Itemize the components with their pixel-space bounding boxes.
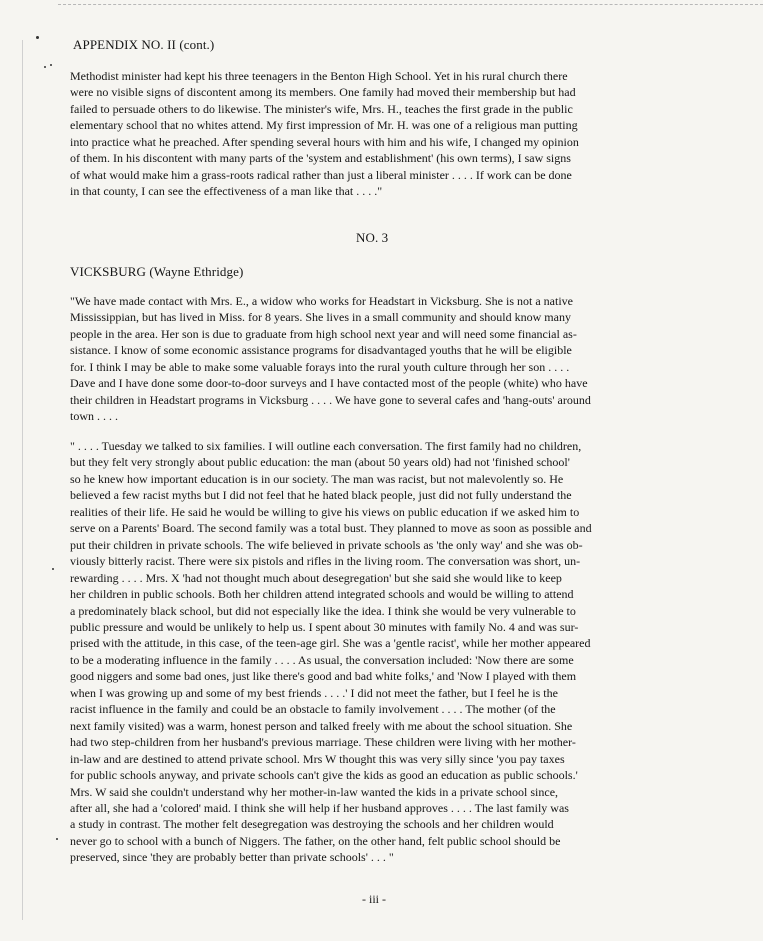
text-line: Methodist minister had kept his three teenagers in the Benton High School. Yet in his rural church there [70, 69, 568, 83]
text-line: preserved, since 'they are probably better than private schools' . . . " [70, 850, 394, 865]
scan-speck [56, 838, 58, 840]
scan-speck [44, 66, 46, 68]
text-line: town . . . . [70, 409, 118, 424]
text-line: in that county, I can see the effectiveness of a man like that . . . ." [70, 184, 383, 199]
text-line: after all, she had a 'colored' maid. I think she will help if her husband approves . . . . The last family was [70, 800, 569, 815]
scan-speck [36, 36, 39, 39]
scan-speck [52, 568, 54, 570]
text-line: sistance. I know of some economic assistance programs for disadvantaged youths that he will be eligible [70, 343, 572, 358]
text-line: when I was growing up and some of my best friends . . . .' I did not meet the father, but I feel he is the [70, 685, 558, 700]
text-line: a study in contrast. The mother felt desegregation was destroying the schools and her children would [70, 817, 554, 832]
left-edge-rule [22, 40, 23, 920]
text-line: for public schools anyway, and private schools can't give the kids as good an education as public schools.' [70, 768, 578, 783]
text-line: so he knew how important education is in our society. The man was racist, but not malevolently so. He [70, 471, 564, 486]
text-line: in-law and are destined to attend private school. Mrs W thought this was very silly since 'you pay taxes [70, 751, 565, 766]
text-line: had two step-children from her husband's previous marriage. These children were living with her mother- [70, 735, 576, 750]
paragraph-vicksburg-contact [70, 293, 694, 425]
paragraph-minister [70, 68, 694, 200]
text-line: public pressure and would be unlikely to help us. I spent about 30 minutes with family No. 4 and was sur- [70, 619, 579, 634]
location-heading: VICKSBURG (Wayne Ethridge) [70, 264, 244, 279]
text-line: their children in Headstart programs in Vicksburg . . . . We have gone to several cafes and 'hang-outs' around [70, 392, 591, 407]
text-line: for. I think I may be able to make some valuable forays into the rural youth culture through her son . . . . [70, 359, 570, 374]
text-line: believed a few racist myths but I did not feel that he hated black people, just did not fully understand the [70, 488, 572, 503]
text-line: serve on a Parents' Board. The second family was a total bust. They planned to move as soon as possible and [70, 521, 592, 536]
appendix-heading: APPENDIX NO. II (cont.) [73, 37, 215, 52]
text-line: people in the area. Her son is due to graduate from high school next year and will need some financial as- [70, 326, 577, 341]
page-number: - iii - [362, 892, 386, 906]
text-line: "We have made contact with Mrs. E., a widow who works for Headstart in Vicksburg. She is not a native [70, 294, 573, 308]
scan-speck [50, 64, 52, 66]
text-line: Mississippian, but has lived in Miss. for 8 years. She lives in a small community and should know many [70, 310, 571, 325]
section-number: NO. 3 [356, 230, 389, 245]
text-line: were no visible signs of discontent among its members. One family had moved their membership but had [70, 85, 576, 100]
text-line: Mrs. W said she couldn't understand why her mother-in-law wanted the kids in a private school since, [70, 784, 559, 799]
text-line: elementary school that no whites attend. My first impression of Mr. H. was one of a religious man putting [70, 118, 578, 133]
text-line: her children in public schools. Both her children attend integrated schools and would be willing to attend [70, 587, 574, 602]
text-line: of them. In his discontent with many parts of the 'system and establishment' (his own terms), I saw signs [70, 151, 571, 166]
text-line: failed to persuade others to do likewise. The minister's wife, Mrs. H., teaches the first grade in the public [70, 101, 573, 116]
text-line: put their children in private schools. The wife believed in private schools as 'the only way' and she was ob- [70, 537, 583, 552]
text-line: but they felt very strongly about public education: the man (about 50 years old) had not 'finished school' [70, 455, 570, 470]
top-edge-rule [58, 4, 763, 5]
text-line: of what would make him a grass-roots radical rather than just a liberal minister . . . . If work can be done [70, 167, 572, 182]
text-line: a predominately black school, but did not especially like the idea. I think she would be very vulnerable to [70, 603, 576, 618]
text-line: viously bitterly racist. There were six pistols and rifles in the living room. The conversation was short, un- [70, 554, 581, 569]
text-line: to be a moderating influence in the family . . . . As usual, the conversation included: 'Now there are some [70, 652, 574, 667]
text-line: next family visited) was a warm, honest person and talked freely with me about the school situation. She [70, 718, 573, 733]
text-line: " . . . . Tuesday we talked to six families. I will outline each conversation. The first family had no children, [70, 439, 582, 453]
paragraph-six-families [70, 438, 694, 866]
text-line: into practice what he preached. After spending several hours with him and his wife, I changed my opinion [70, 134, 579, 149]
text-line: good niggers and some bad ones, just like there's good and bad white folks,' and 'Now I played with them [70, 669, 577, 684]
text-line: never go to school with a bunch of Niggers. The father, on the other hand, felt public school should be [70, 833, 561, 848]
text-line: realities of their life. He said he would be willing to give his views on public education if we asked him to [70, 504, 580, 519]
text-line: prised with the attitude, in this case, of the teen-age girl. She was a 'gentle racist', while her mother appeared [70, 636, 591, 651]
text-line: racist influence in the family and could be an obstacle to family involvement . . . . The mother (of the [70, 702, 556, 717]
text-line: rewarding . . . . Mrs. X 'had not thought much about desegregation' but she said she would like to keep [70, 570, 562, 585]
text-line: Dave and I have done some door-to-door surveys and I have contacted most of the people (white) who have [70, 376, 588, 391]
